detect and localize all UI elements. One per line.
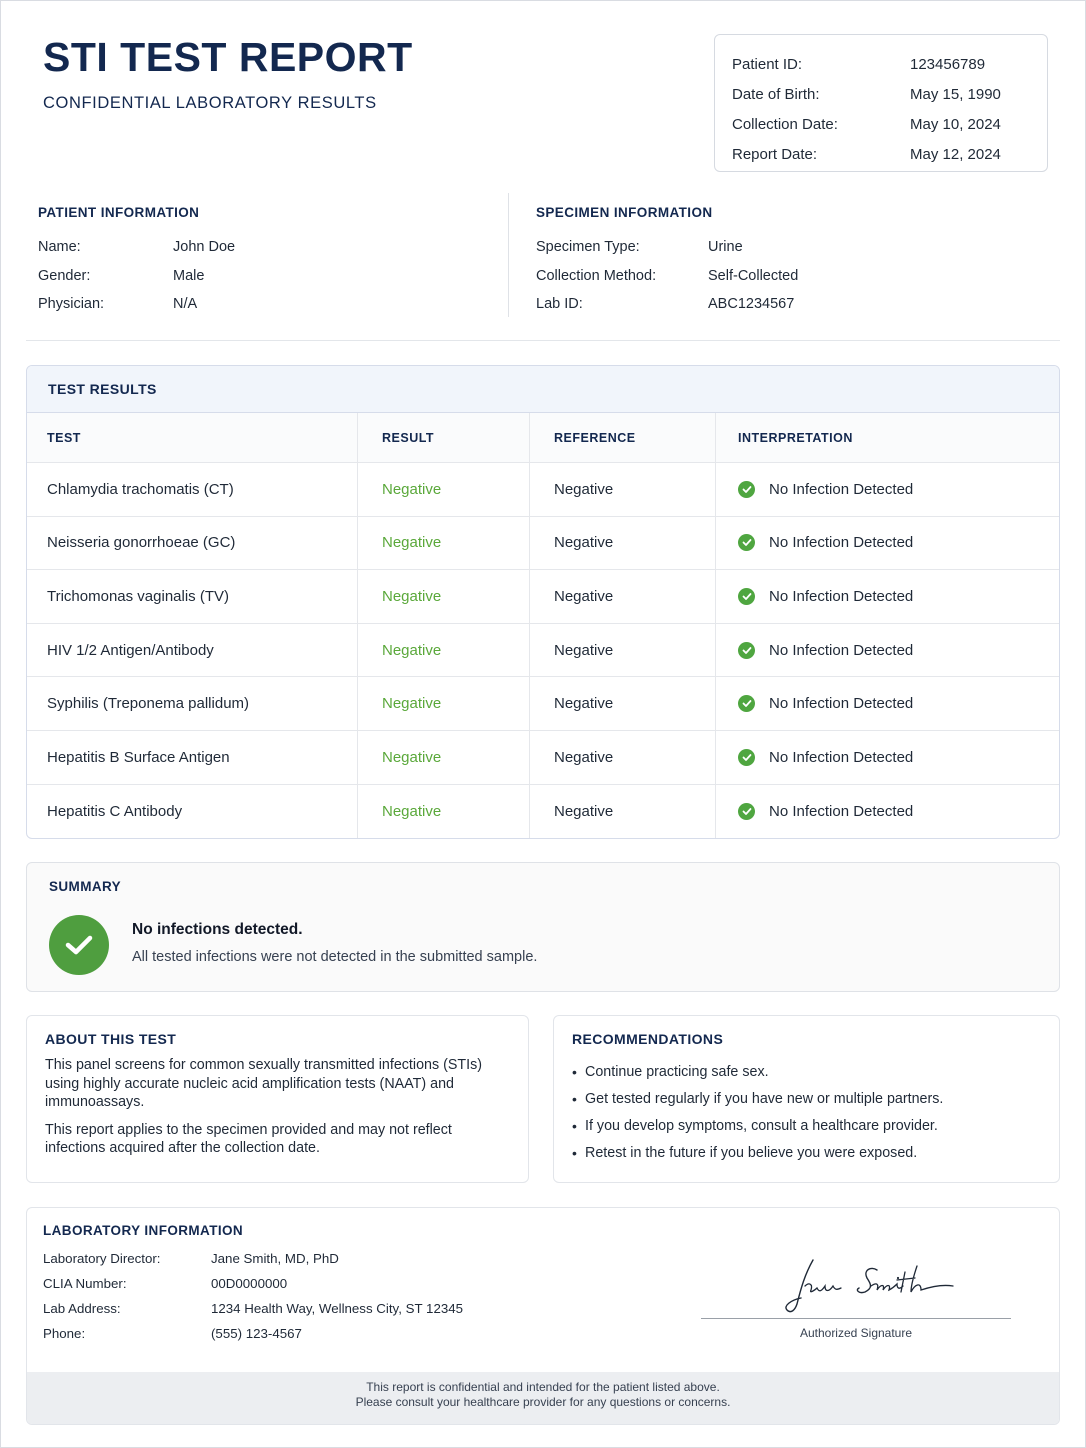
reference-value: Negative	[554, 802, 614, 820]
check-circle-icon	[738, 588, 755, 605]
cell-interpretation	[716, 785, 1059, 839]
lab-label: CLIA Number:	[43, 1276, 127, 1291]
test-results-heading: TEST RESULTS	[48, 381, 157, 397]
column-header-test: TEST	[27, 413, 358, 462]
bullet-icon: •	[572, 1064, 577, 1080]
lab-value: 1234 Health Way, Wellness City, ST 12345	[211, 1301, 464, 1316]
id-value: 123456789	[910, 55, 986, 73]
bullet-icon: •	[572, 1118, 577, 1134]
lab-row	[43, 1271, 463, 1296]
about-paragraph: This panel screens for common sexually transmitted infections (STIs) using highly accurate nucleic acid amplification tests (NAAT) and immunoassays.	[45, 1057, 483, 1110]
signature-line	[701, 1318, 1011, 1319]
cell-reference	[530, 785, 716, 839]
cell-reference	[530, 624, 716, 677]
recommendations	[553, 1015, 1060, 1183]
cell-test	[27, 677, 358, 730]
list-item	[572, 1064, 1041, 1091]
summary-text: All tested infections were not detected in the submitted sample.	[132, 949, 538, 965]
summary-panel	[26, 862, 1060, 992]
cell-result	[358, 677, 530, 730]
cell-result	[358, 785, 530, 839]
laboratory-information	[26, 1207, 1060, 1425]
cell-result	[358, 731, 530, 784]
cell-interpretation	[716, 624, 1059, 677]
result-value: Negative	[382, 641, 442, 659]
lab-label: Laboratory Director:	[43, 1251, 161, 1266]
info-label: Collection Method:	[536, 267, 657, 284]
id-row	[732, 139, 1047, 169]
test-name: Syphilis (Treponema pallidum)	[47, 695, 250, 713]
report-subtitle: CONFIDENTIAL LABORATORY RESULTS	[43, 94, 377, 112]
cell-reference	[530, 731, 716, 784]
interpretation-text: No Infection Detected	[769, 802, 914, 820]
test-name: Trichomonas vaginalis (TV)	[47, 587, 229, 605]
list-item	[572, 1118, 1041, 1145]
check-circle-icon	[49, 915, 109, 975]
footer-line: Please consult your healthcare provider for any questions or concerns.	[355, 1395, 731, 1409]
interpretation-text: No Infection Detected	[769, 587, 914, 605]
table-row	[27, 624, 1059, 678]
interpretation-text: No Infection Detected	[769, 641, 914, 659]
id-value: May 12, 2024	[910, 145, 1001, 163]
result-value: Negative	[382, 587, 442, 605]
cell-test	[27, 463, 358, 516]
cell-test	[27, 517, 358, 570]
section-divider	[508, 193, 509, 317]
cell-result	[358, 570, 530, 623]
bullet-icon: •	[572, 1145, 577, 1161]
test-name: Hepatitis C Antibody	[47, 802, 183, 820]
cell-interpretation	[716, 463, 1059, 516]
lab-label: Phone:	[43, 1326, 86, 1341]
cell-result	[358, 624, 530, 677]
interpretation-text: No Infection Detected	[769, 480, 914, 498]
info-row	[536, 290, 798, 319]
cell-reference	[530, 463, 716, 516]
lab-label: Lab Address:	[43, 1301, 121, 1316]
result-value: Negative	[382, 534, 442, 552]
id-summary-box	[714, 34, 1048, 172]
cell-reference	[530, 570, 716, 623]
specimen-information	[536, 205, 798, 319]
id-label: Collection Date:	[732, 115, 838, 133]
signature-image	[701, 1248, 1013, 1318]
table-row	[27, 785, 1059, 839]
footer-line: This report is confidential and intended for the patient listed above.	[366, 1380, 720, 1394]
recommendation-text: If you develop symptoms, consult a healthcare provider.	[585, 1118, 938, 1134]
column-header-reference: REFERENCE	[530, 413, 716, 462]
info-label: Name:	[38, 239, 81, 256]
check-circle-icon	[738, 803, 755, 820]
info-label: Gender:	[38, 267, 91, 284]
interpretation-text: No Infection Detected	[769, 695, 914, 713]
lab-value: (555) 123-4567	[211, 1326, 302, 1341]
cell-test	[27, 624, 358, 677]
check-circle-icon	[738, 481, 755, 498]
cell-result	[358, 463, 530, 516]
horizontal-divider	[26, 340, 1060, 341]
result-value: Negative	[382, 748, 442, 766]
info-label: Lab ID:	[536, 296, 583, 313]
info-value: Male	[173, 267, 205, 284]
id-label: Date of Birth:	[732, 85, 820, 103]
info-label: Specimen Type:	[536, 239, 640, 256]
lab-value: Jane Smith, MD, PhD	[211, 1251, 339, 1266]
lab-info-heading: LABORATORY INFORMATION	[43, 1223, 244, 1238]
test-results-header	[27, 366, 1059, 413]
id-row	[732, 79, 1047, 109]
about-this-test	[26, 1015, 529, 1183]
info-value: John Doe	[173, 239, 236, 256]
reference-value: Negative	[554, 587, 614, 605]
recommendation-text: Continue practicing safe sex.	[585, 1064, 769, 1080]
info-row	[536, 262, 798, 291]
lab-row	[43, 1296, 463, 1321]
signature-label: Authorized Signature	[799, 1326, 913, 1340]
lab-row	[43, 1246, 463, 1271]
bullet-icon: •	[572, 1091, 577, 1107]
id-value: May 10, 2024	[910, 115, 1001, 133]
patient-information	[38, 205, 235, 319]
table-header-row	[27, 413, 1059, 463]
recommendations-heading: RECOMMENDATIONS	[572, 1031, 724, 1047]
info-value: N/A	[173, 296, 198, 313]
cell-reference	[530, 677, 716, 730]
reference-value: Negative	[554, 748, 614, 766]
recommendation-text: Get tested regularly if you have new or multiple partners.	[585, 1091, 944, 1107]
cell-interpretation	[716, 731, 1059, 784]
about-paragraph: This report applies to the specimen provided and may not reflect infections acquired after the collection date.	[45, 1121, 452, 1156]
table-row	[27, 570, 1059, 624]
column-header-interpretation: INTERPRETATION	[738, 430, 853, 445]
result-value: Negative	[382, 802, 442, 820]
check-circle-icon	[738, 695, 755, 712]
table-row	[27, 463, 1059, 517]
result-value: Negative	[382, 695, 442, 713]
list-item	[572, 1091, 1041, 1118]
test-name: Neisseria gonorrhoeae (GC)	[47, 534, 236, 552]
info-row	[38, 233, 235, 262]
cell-test	[27, 570, 358, 623]
info-row	[38, 262, 235, 291]
id-label: Patient ID:	[732, 55, 803, 73]
list-item	[572, 1145, 1041, 1172]
reference-value: Negative	[554, 480, 614, 498]
interpretation-text: No Infection Detected	[769, 748, 914, 766]
table-row	[27, 677, 1059, 731]
specimen-info-heading: SPECIMEN INFORMATION	[536, 205, 713, 220]
signature-area	[701, 1248, 1013, 1348]
reference-value: Negative	[554, 534, 614, 552]
column-header-result: RESULT	[358, 413, 530, 462]
test-name: HIV 1/2 Antigen/Antibody	[47, 641, 214, 659]
reference-value: Negative	[554, 695, 614, 713]
table-row	[27, 517, 1059, 571]
about-heading: ABOUT THIS TEST	[45, 1031, 177, 1047]
summary-heading: SUMMARY	[49, 879, 122, 894]
lab-value: 00D0000000	[211, 1276, 288, 1291]
info-value: ABC1234567	[708, 296, 795, 313]
cell-interpretation	[716, 677, 1059, 730]
check-circle-icon	[738, 642, 755, 659]
lab-row	[43, 1321, 463, 1346]
cell-result	[358, 517, 530, 570]
confidentiality-footer	[27, 1372, 1059, 1424]
cell-interpretation	[716, 517, 1059, 570]
info-row	[536, 233, 798, 262]
test-name: Hepatitis B Surface Antigen	[47, 748, 230, 766]
recommendation-text: Retest in the future if you believe you were exposed.	[585, 1145, 918, 1161]
result-value: Negative	[382, 480, 442, 498]
id-label: Report Date:	[732, 145, 818, 163]
id-row	[732, 49, 1047, 79]
report-title: STI TEST REPORT	[43, 34, 413, 80]
patient-info-heading: PATIENT INFORMATION	[38, 205, 200, 220]
check-circle-icon	[738, 534, 755, 551]
cell-reference	[530, 517, 716, 570]
cell-interpretation	[716, 570, 1059, 623]
test-name: Chlamydia trachomatis (CT)	[47, 480, 234, 498]
interpretation-text: No Infection Detected	[769, 534, 914, 552]
cell-test	[27, 731, 358, 784]
summary-title: No infections detected.	[132, 921, 303, 938]
id-value: May 15, 1990	[910, 85, 1001, 103]
info-value: Self-Collected	[708, 267, 799, 284]
cell-test	[27, 785, 358, 839]
table-row	[27, 731, 1059, 785]
id-row	[732, 109, 1047, 139]
info-row	[38, 290, 235, 319]
test-results-table	[26, 365, 1060, 839]
info-value: Urine	[708, 239, 743, 256]
info-label: Physician:	[38, 296, 105, 313]
reference-value: Negative	[554, 641, 614, 659]
recommendations-list	[572, 1064, 1041, 1172]
check-circle-icon	[738, 749, 755, 766]
